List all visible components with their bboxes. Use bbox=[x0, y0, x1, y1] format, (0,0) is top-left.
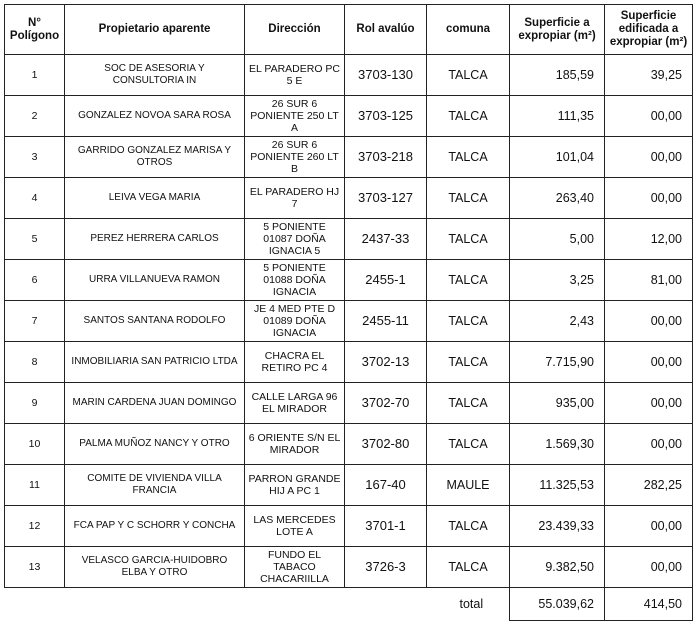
cell-direccion: 5 PONIENTE 01087 DOÑA IGNACIA 5 bbox=[245, 219, 345, 260]
cell-n-poligono: 10 bbox=[5, 424, 65, 465]
cell-rol: 3703-127 bbox=[345, 178, 427, 219]
cell-superficie-edificada: 39,25 bbox=[605, 55, 693, 96]
cell-direccion: 5 PONIENTE 01088 DOÑA IGNACIA bbox=[245, 260, 345, 301]
cell-propietario: MARIN CARDENA JUAN DOMINGO bbox=[65, 383, 245, 424]
cell-propietario: COMITE DE VIVIENDA VILLA FRANCIA bbox=[65, 465, 245, 506]
cell-n-poligono: 13 bbox=[5, 547, 65, 588]
cell-superficie-expropiar: 935,00 bbox=[510, 383, 605, 424]
cell-superficie-expropiar: 1.569,30 bbox=[510, 424, 605, 465]
cell-superficie-expropiar: 2,43 bbox=[510, 301, 605, 342]
cell-superficie-edificada: 00,00 bbox=[605, 96, 693, 137]
cell-superficie-expropiar: 9.382,50 bbox=[510, 547, 605, 588]
table-row bbox=[5, 55, 693, 96]
cell-rol: 3703-125 bbox=[345, 96, 427, 137]
cell-propietario: LEIVA VEGA MARIA bbox=[65, 178, 245, 219]
cell-superficie-expropiar: 23.439,33 bbox=[510, 506, 605, 547]
cell-propietario: VELASCO GARCIA-HUIDOBRO ELBA Y OTRO bbox=[65, 547, 245, 588]
table-row bbox=[5, 219, 693, 260]
table-row bbox=[5, 137, 693, 178]
total-row bbox=[5, 588, 693, 621]
cell-propietario: PALMA MUÑOZ NANCY Y OTRO bbox=[65, 424, 245, 465]
cell-rol: 3701-1 bbox=[345, 506, 427, 547]
cell-n-poligono: 6 bbox=[5, 260, 65, 301]
total-edif-value: 414,50 bbox=[605, 588, 693, 621]
cell-rol: 2437-33 bbox=[345, 219, 427, 260]
cell-rol: 2455-1 bbox=[345, 260, 427, 301]
table-row bbox=[5, 260, 693, 301]
cell-superficie-edificada: 00,00 bbox=[605, 342, 693, 383]
cell-comuna: TALCA bbox=[427, 55, 510, 96]
cell-rol: 3702-13 bbox=[345, 342, 427, 383]
table-row bbox=[5, 465, 693, 506]
cell-direccion: 26 SUR 6 PONIENTE 260 LT B bbox=[245, 137, 345, 178]
cell-n-poligono: 4 bbox=[5, 178, 65, 219]
cell-superficie-edificada: 00,00 bbox=[605, 301, 693, 342]
cell-superficie-expropiar: 101,04 bbox=[510, 137, 605, 178]
cell-n-poligono: 1 bbox=[5, 55, 65, 96]
header-direccion: Dirección bbox=[245, 5, 345, 55]
cell-n-poligono: 9 bbox=[5, 383, 65, 424]
cell-direccion: JE 4 MED PTE D 01089 DOÑA IGNACIA bbox=[245, 301, 345, 342]
cell-comuna: TALCA bbox=[427, 260, 510, 301]
cell-n-poligono: 7 bbox=[5, 301, 65, 342]
cell-rol: 167-40 bbox=[345, 465, 427, 506]
total-label: total bbox=[459, 597, 484, 611]
cell-propietario: GONZALEZ NOVOA SARA ROSA bbox=[65, 96, 245, 137]
cell-n-poligono: 3 bbox=[5, 137, 65, 178]
header-row bbox=[5, 5, 693, 55]
cell-direccion: CALLE LARGA 96 EL MIRADOR bbox=[245, 383, 345, 424]
cell-superficie-expropiar: 111,35 bbox=[510, 96, 605, 137]
cell-superficie-edificada: 00,00 bbox=[605, 383, 693, 424]
cell-comuna: TALCA bbox=[427, 137, 510, 178]
cell-direccion: 6 ORIENTE S/N EL MIRADOR bbox=[245, 424, 345, 465]
table-row bbox=[5, 424, 693, 465]
cell-n-poligono: 8 bbox=[5, 342, 65, 383]
cell-direccion: 26 SUR 6 PONIENTE 250 LT A bbox=[245, 96, 345, 137]
cell-n-poligono: 5 bbox=[5, 219, 65, 260]
cell-superficie-expropiar: 11.325,53 bbox=[510, 465, 605, 506]
cell-propietario: INMOBILIARIA SAN PATRICIO LTDA bbox=[65, 342, 245, 383]
cell-comuna: TALCA bbox=[427, 383, 510, 424]
total-sup-value: 55.039,62 bbox=[538, 597, 594, 611]
table-row bbox=[5, 547, 693, 588]
cell-direccion: CHACRA EL RETIRO PC 4 bbox=[245, 342, 345, 383]
table-row bbox=[5, 383, 693, 424]
cell-superficie-expropiar: 185,59 bbox=[510, 55, 605, 96]
cell-superficie-expropiar: 3,25 bbox=[510, 260, 605, 301]
table-row bbox=[5, 506, 693, 547]
table-row bbox=[5, 301, 693, 342]
cell-superficie-edificada: 00,00 bbox=[605, 424, 693, 465]
cell-propietario: SOC DE ASESORIA Y CONSULTORIA IN bbox=[65, 55, 245, 96]
cell-superficie-edificada: 00,00 bbox=[605, 547, 693, 588]
header-n-poligono: N° Polígono bbox=[5, 5, 65, 55]
header-propietario: Propietario aparente bbox=[65, 5, 245, 55]
cell-superficie-edificada: 12,00 bbox=[605, 219, 693, 260]
cell-superficie-expropiar: 7.715,90 bbox=[510, 342, 605, 383]
header-superficie-expropiar: Superficie a expropiar (m²) bbox=[510, 5, 605, 55]
total-label-and-sup bbox=[510, 588, 605, 621]
expropriation-table bbox=[4, 4, 693, 621]
cell-superficie-edificada: 00,00 bbox=[605, 178, 693, 219]
cell-direccion: EL PARADERO HJ 7 bbox=[245, 178, 345, 219]
cell-rol: 3702-70 bbox=[345, 383, 427, 424]
cell-comuna: TALCA bbox=[427, 219, 510, 260]
cell-comuna: TALCA bbox=[427, 424, 510, 465]
cell-rol: 3702-80 bbox=[345, 424, 427, 465]
header-superficie-edificada: Superficie edificada a expropiar (m²) bbox=[605, 5, 693, 55]
cell-comuna: TALCA bbox=[427, 301, 510, 342]
cell-rol: 2455-11 bbox=[345, 301, 427, 342]
cell-rol: 3726-3 bbox=[345, 547, 427, 588]
cell-propietario: SANTOS SANTANA RODOLFO bbox=[65, 301, 245, 342]
cell-propietario: GARRIDO GONZALEZ MARISA Y OTROS bbox=[65, 137, 245, 178]
cell-propietario: URRA VILLANUEVA RAMON bbox=[65, 260, 245, 301]
cell-rol: 3703-130 bbox=[345, 55, 427, 96]
cell-comuna: TALCA bbox=[427, 547, 510, 588]
cell-comuna: MAULE bbox=[427, 465, 510, 506]
cell-direccion: PARRON GRANDE HIJ A PC 1 bbox=[245, 465, 345, 506]
cell-comuna: TALCA bbox=[427, 178, 510, 219]
header-rol: Rol avalúo bbox=[345, 5, 427, 55]
cell-direccion: LAS MERCEDES LOTE A bbox=[245, 506, 345, 547]
cell-n-poligono: 2 bbox=[5, 96, 65, 137]
cell-direccion: EL PARADERO PC 5 E bbox=[245, 55, 345, 96]
cell-propietario: FCA PAP Y C SCHORR Y CONCHA bbox=[65, 506, 245, 547]
cell-comuna: TALCA bbox=[427, 342, 510, 383]
cell-superficie-edificada: 00,00 bbox=[605, 506, 693, 547]
cell-comuna: TALCA bbox=[427, 506, 510, 547]
cell-propietario: PEREZ HERRERA CARLOS bbox=[65, 219, 245, 260]
header-comuna: comuna bbox=[427, 5, 510, 55]
table-row bbox=[5, 342, 693, 383]
cell-n-poligono: 11 bbox=[5, 465, 65, 506]
total-blank bbox=[5, 588, 510, 621]
table-row bbox=[5, 96, 693, 137]
cell-superficie-edificada: 81,00 bbox=[605, 260, 693, 301]
cell-direccion: FUNDO EL TABACO CHACARIILLA bbox=[245, 547, 345, 588]
cell-rol: 3703-218 bbox=[345, 137, 427, 178]
table-row bbox=[5, 178, 693, 219]
cell-superficie-edificada: 00,00 bbox=[605, 137, 693, 178]
cell-n-poligono: 12 bbox=[5, 506, 65, 547]
cell-superficie-expropiar: 263,40 bbox=[510, 178, 605, 219]
cell-superficie-edificada: 282,25 bbox=[605, 465, 693, 506]
cell-comuna: TALCA bbox=[427, 96, 510, 137]
cell-superficie-expropiar: 5,00 bbox=[510, 219, 605, 260]
